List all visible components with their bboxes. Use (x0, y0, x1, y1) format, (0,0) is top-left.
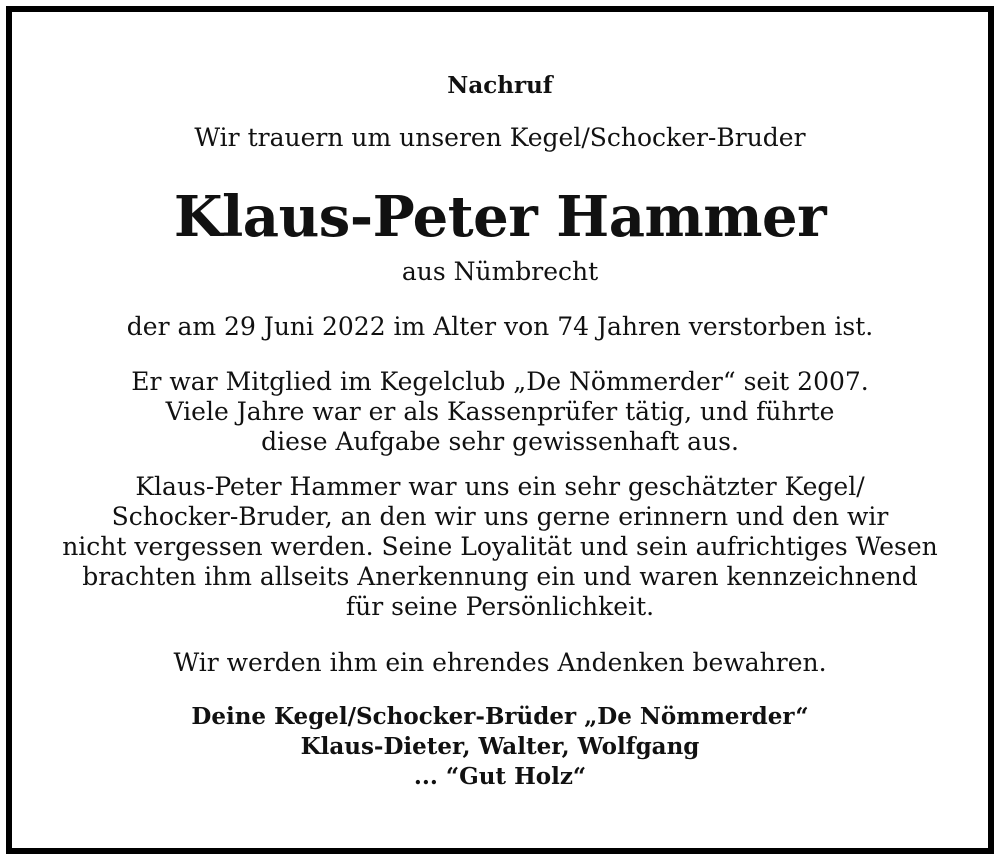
signature-line: ... “Gut Holz“ (413, 763, 587, 790)
signature-block (12, 702, 988, 792)
paragraph-line: diese Aufgabe sehr gewissenhaft aus. (261, 427, 739, 456)
paragraph-line: Viele Jahre war er als Kassenprüfer tätig, und führte (165, 397, 835, 426)
death-statement: der am 29 Juni 2022 im Alter von 74 Jahren verstorben ist. (126, 312, 874, 341)
obituary-notice (6, 6, 994, 854)
deceased-origin: aus Nümbrecht (401, 257, 599, 286)
membership-paragraph (12, 367, 988, 457)
paragraph-line: brachten ihm allseits Anerkennung ein und waren kennzeichnend (82, 562, 918, 591)
notice-intro: Wir trauern um unseren Kegel/Schocker-Bruder (194, 123, 806, 152)
paragraph-line: Er war Mitglied im Kegelclub „De Nömmerder“ seit 2007. (131, 367, 869, 396)
closing-statement: Wir werden ihm ein ehrendes Andenken bewahren. (173, 648, 827, 677)
paragraph-line: Schocker-Bruder, an den wir uns gerne erinnern und den wir (111, 502, 889, 531)
paragraph-line: Klaus-Peter Hammer war uns ein sehr geschätzter Kegel/ (135, 472, 865, 501)
paragraph-line: nicht vergessen werden. Seine Loyalität und sein aufrichtiges Wesen (62, 532, 938, 561)
signature-line: Klaus-Dieter, Walter, Wolfgang (300, 733, 700, 760)
paragraph-line: für seine Persönlichkeit. (345, 592, 655, 621)
signature-line: Deine Kegel/Schocker-Brüder „De Nömmerder“ (191, 703, 809, 730)
notice-heading: Nachruf (447, 72, 553, 99)
tribute-paragraph (12, 472, 988, 622)
deceased-name: Klaus-Peter Hammer (173, 184, 827, 250)
